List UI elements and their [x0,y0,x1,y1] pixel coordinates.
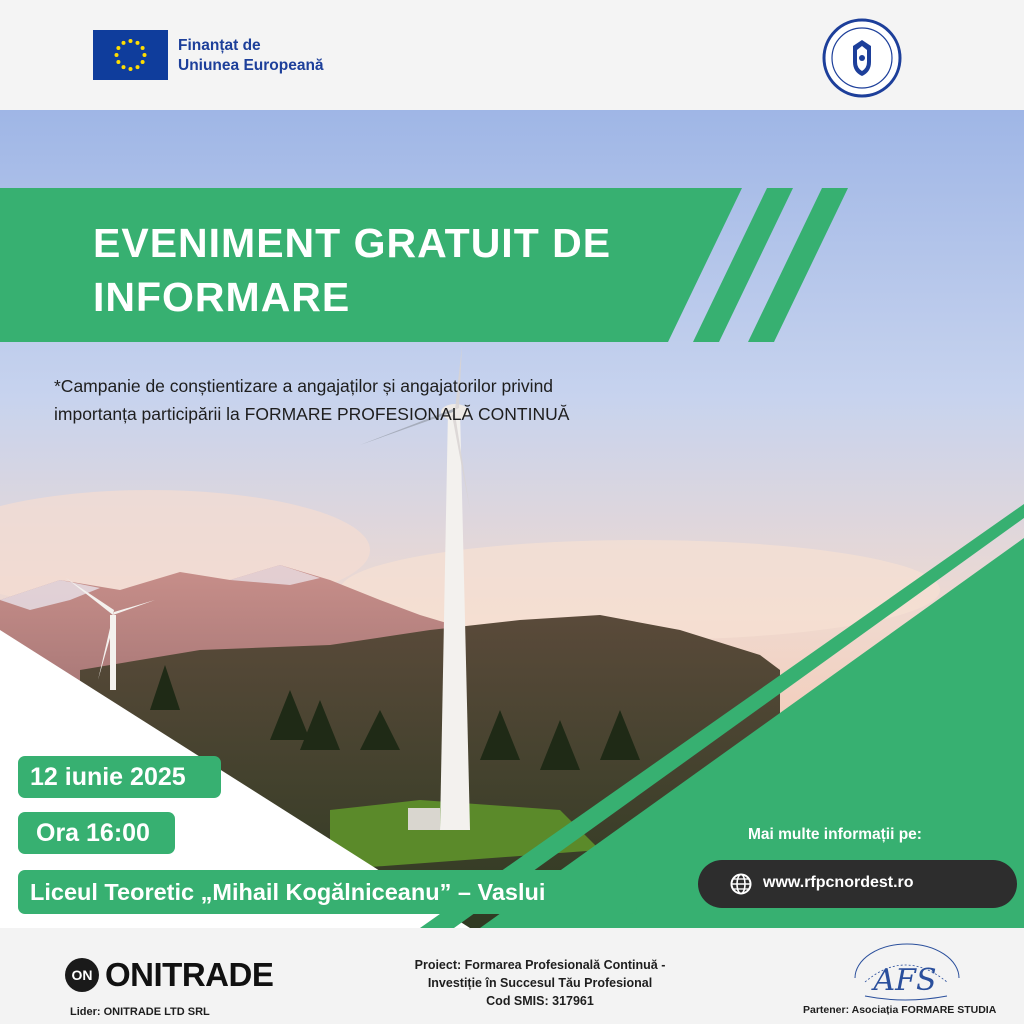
event-date-badge: 12 iunie 2025 [18,756,221,798]
event-venue-badge: Liceul Teoretic „Mihail Kogălniceanu” – Vaslui [18,870,637,914]
event-time-badge: Ora 16:00 [18,812,175,854]
more-info-label: Mai multe informații pe: [748,826,922,843]
campaign-subtitle [54,372,694,428]
project-info [390,956,690,1010]
onitrade-logo-mark: ON [65,958,99,992]
footer-bar [0,928,1024,1024]
afs-logo-icon [835,938,975,1008]
campaign-subtitle-line1: *Campanie de conștientizare a angajaților și angajatorilor privind [54,376,554,396]
eu-flag-icon [93,30,168,80]
project-line3: Cod SMIS: 317961 [486,994,594,1008]
svg-text:AFS: AFS [873,963,937,998]
eu-funding-line1: Finanțat de [178,37,261,54]
partner-label: Partener: Asociația FORMARE STUDIA [803,1004,997,1016]
event-title [93,216,713,324]
leader-label: Lider: ONITRADE LTD SRL [70,1006,210,1018]
project-line2: Investiție în Succesul Tău Profesional [427,976,653,990]
government-seal-icon [822,18,902,98]
website-link-button[interactable] [698,860,1017,908]
website-url[interactable]: www.rfpcnordest.ro [763,874,914,891]
project-line1: Proiect: Formarea Profesională Continuă - [414,958,666,972]
top-header-bar [0,0,1024,110]
eu-funding-text [178,36,324,76]
globe-icon [730,873,752,895]
campaign-subtitle-line2: importanța participării la FORMARE PROFESIONALĂ CONTINUĂ [54,404,570,424]
onitrade-logo-word: ONITRADE [105,956,274,993]
event-title-line2: INFORMARE [93,274,351,320]
eu-funding-line2: Uniunea Europeană [178,57,324,74]
event-title-line1: EVENIMENT GRATUIT DE [93,220,612,266]
onitrade-logo-icon [65,954,295,994]
